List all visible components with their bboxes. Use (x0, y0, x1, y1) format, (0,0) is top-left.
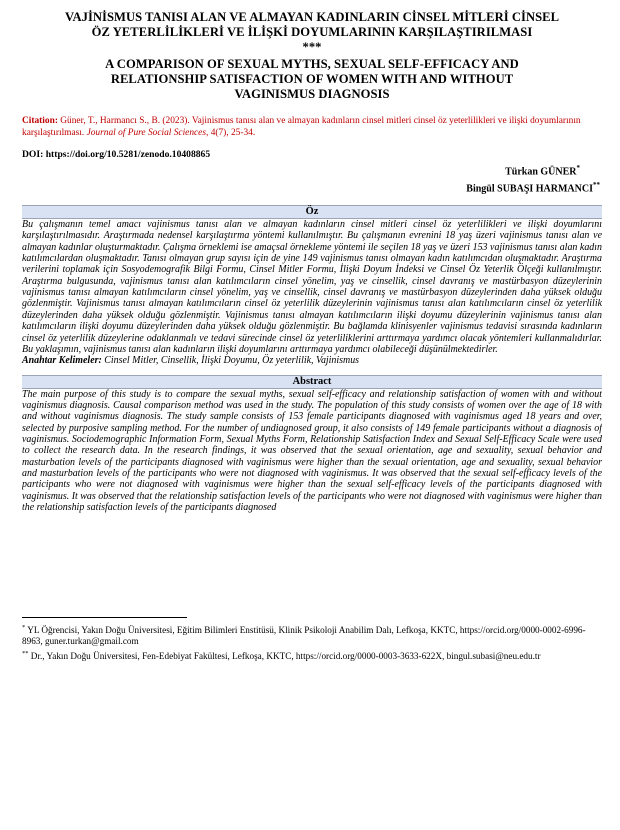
english-title-line-1: A COMPARISON OF SEXUAL MYTHS, SEXUAL SELF-EFFICACY AND (105, 56, 519, 71)
footnote-1-text: YL Öğrencisi, Yakın Doğu Üniversitesi, Eğitim Bilimleri Enstitüsü, Klinik Psikoloji Anabilim Dalı, Lefkoşa, KKTC, https://orcid.org/0000-0002-6996-8963, guner.turkan@gmail.com (22, 624, 586, 646)
title-separator: *** (302, 40, 322, 55)
author-block (22, 162, 602, 195)
keywords-label: Anahtar Kelimeler: (22, 355, 102, 367)
doi-link[interactable]: DOI: https://doi.org/10.5281/zenodo.10408865 (22, 149, 211, 161)
author-1-name: Türkan GÜNER (505, 166, 577, 178)
turkish-title-line-2: ÖZ YETERLİLİKLERİ VE İLİŞKİ DOYUMLARININ KARŞILAŞTIRILMASI (91, 25, 533, 40)
abstract-text: The main purpose of this study is to compare the sexual myths, sexual self-efficacy and relationship satisfaction of women with and without vaginismus diagnosis. Causal comparison method was used in the study. The population of this study consists of women over the age of 18 with and without vaginismus diagnosis. The study sample consists of 153 female participants diagnosed with vaginismus aged 18 years and over, selected by purposive sampling method. For the number of undiagnosed group, it also consists of 149 female participants without a diagnosis of vaginismus. Sociodemographic Information Form, Sexual Myths Form, Relationship Satisfaction Index and Sexual Self-Efficacy Scale were used to collect the research data. In the research findings, it was observed that the sexual orientation, age and sexuality, sexual behavior and masturbation levels of the participants diagnosed with vaginismus were higher than the sexual orientation, age and sexuality, sexual behavior and masturbation levels of the participants who were not diagnosed with vaginismus. It was observed that the sexual self-efficacy levels of the participants who were not diagnosed with vaginismus were higher than the sexual self-efficacy levels of the participants diagnosed with vaginismus. It was observed that the relationship satisfaction levels of the participants who were not diagnosed with vaginismus were higher than the relationship satisfaction levels of the participants diagnosed (22, 388, 602, 514)
author-2-name: Bingül SUBAŞI HARMANCI (466, 183, 593, 195)
citation (22, 116, 602, 139)
author-1-mark: * (576, 164, 580, 173)
footnote-1-mark: * (22, 623, 26, 631)
footnote-1 (22, 622, 602, 648)
author-2-mark: ** (593, 180, 600, 189)
footnote-2 (22, 648, 602, 662)
keywords-list: Cinsel Mitler, Cinsellik, İlişki Doyumu, Öz yeterlilik, Vajinismus (101, 355, 360, 367)
turkish-title (22, 10, 602, 56)
keywords (22, 355, 602, 366)
citation-label: Citation: (22, 116, 58, 127)
author-2 (22, 179, 600, 195)
footnote-divider (22, 617, 187, 618)
oz-heading: Öz (22, 205, 602, 219)
citation-pages: , 4(7), 25-34. (206, 127, 256, 138)
article-page (22, 10, 602, 663)
abstract-container (22, 389, 602, 605)
author-1 (22, 162, 580, 178)
abstract-heading: Abstract (22, 375, 602, 389)
turkish-title-line-1: VAJİNİSMUS TANISI ALAN VE ALMAYAN KADINLARIN CİNSEL MİTLERİ CİNSEL (64, 10, 560, 24)
english-title-line-3: VAGINISMUS DIAGNOSIS (234, 87, 390, 102)
oz-text: Bu çalışmanın temel amacı vajinismus tanısı alan ve almayan kadınların cinsel mitleri cinsel öz yeterlilikleri ve ilişki doyumlarını karşılaştırılmasıdır. Araştırmada nedensel karşılaştırma yöntemi kullanılmıştır. Bu çalışmanın evrenini 18 yaş üzeri vajinismus tanısı alan ve almayan kadınlar oluşturmaktadır. Çalışma örneklemi ise amaçsal örnekleme yöntemi ile seçilen 18 yaş ve üzeri 153 vajinismus tanısı alan kadın katılımcılardan oluşmaktadır. Tanısı olmayan grup sayısı için de yine 149 vajinismus tanısı olmayan kadın katılımcıdan oluşmaktadır. Araştırma verilerini toplamak için Sosyodemografik Bilgi Formu, Cinsel Mitler Formu, İlişki Doyum İndeksi ve Cinsel Öz Yeterlik Ölçeği kullanılmıştır. Araştırma bulgusunda, vajinismus tanısı alan katılımcıların cinsel yönelim, yaş ve cinsellik, cinsel davranış ve mastürbasyon düzeylerinin vajinismus tanısı almayan katılımcıların cinsel yönelim, yaş ve cinsellik, cinsel davranış ve mastürbasyon düzeylerinden daha yüksek olduğu gözlenmiştir. Vajinismus tanısı almayan katılımcıların cinsel öz yeterlilik düzeylerinin vajinismus tanısı alan katılımcıların cinsel öz yeterlilik düzeylerinden daha yüksek olduğu gözlenmiştir. Vajinismus tanısı almayan katılımcıların ilişki doyumu düzeylerinin vajinismus tanısı alan katılımcıların ilişki doyumu düzeylerinden daha yüksek olduğu gözlenmiştir. Bu bağlamda klinisyenler vajinismus tedavisi sırasında kadınların cinsel öz yeterlilik düzeylerine odaklanmalı ve tedavi sürecinde cinsel öz yeterliliklerini arttırmaya yardımcı olacak yöntemleri kullanmalıdırlar. Bu yaklaşımın, vajinismus tanısı alan kadınların ilişki doyumlarını arttırmaya yardımcı olabileceği düşünülmektedirler. (22, 219, 602, 355)
footnote-2-text: Dr., Yakın Doğu Üniversitesi, Fen-Edebiyat Fakültesi, Lefkoşa, KKTC, https://orcid.org/0000-0003-3633-622X, bingul.subasi@neu.edu.tr (28, 651, 541, 662)
citation-journal: Journal of Pure Social Sciences (86, 127, 206, 138)
citation-text: Güner, T., Harmancı S., B. (2023). Vajinismus tanısı alan ve almayan kadınların cinsel mitleri cinsel öz yeterlilikleri ve ilişki doyumlarının karşılaştırılması. (22, 116, 581, 138)
english-title-line-2: RELATIONSHIP SATISFACTION OF WOMEN WITH AND WITHOUT (110, 71, 514, 86)
footnote-2-mark: ** (22, 650, 29, 658)
english-title (22, 57, 602, 103)
